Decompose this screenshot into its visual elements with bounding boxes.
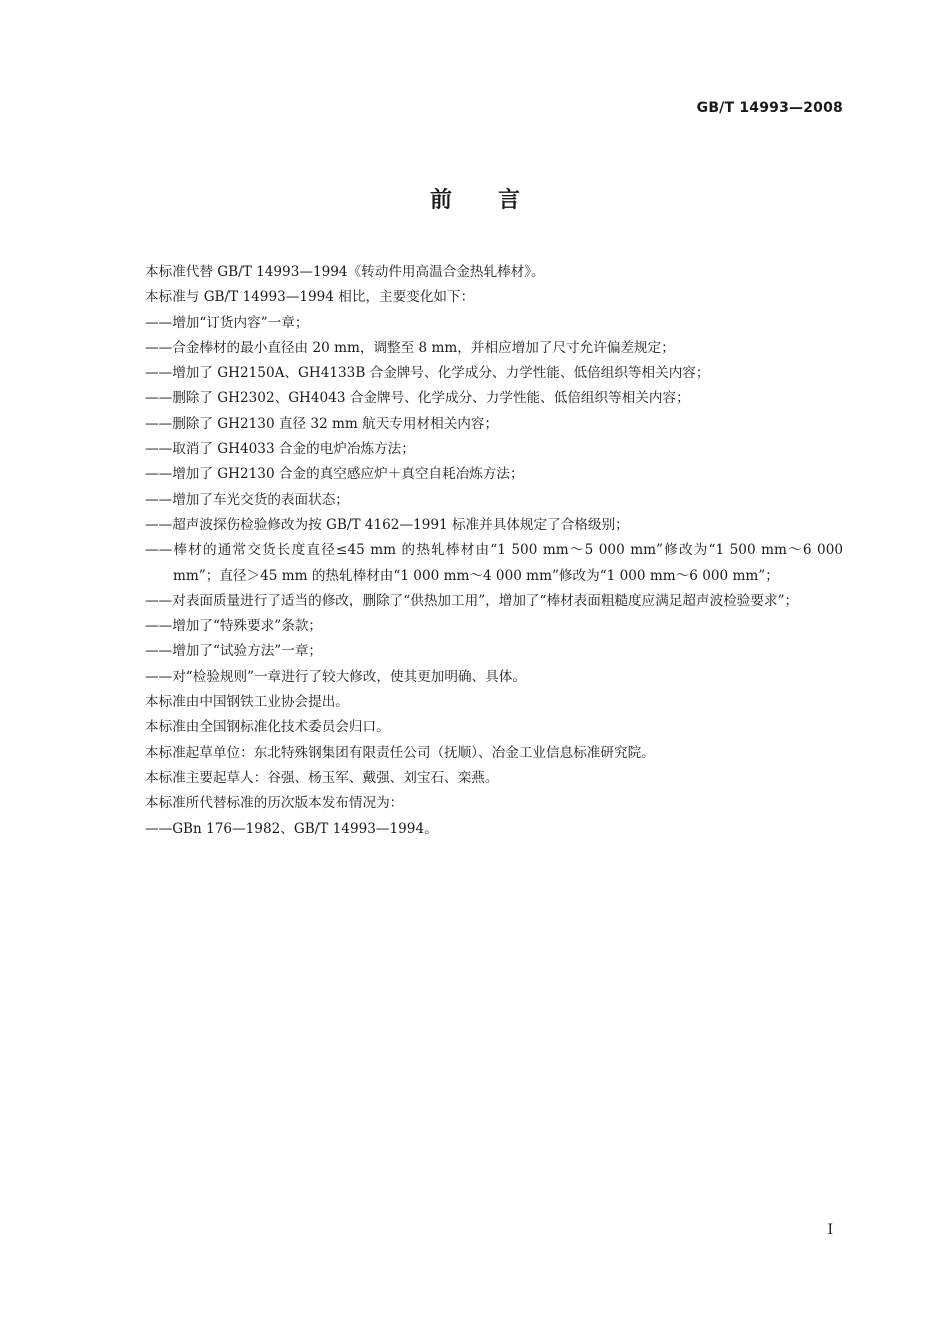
change-item: ——删除了 GH2130 直径 32 mm 航天专用材相关内容；: [145, 415, 499, 432]
change-item: ——对表面质量进行了适当的修改，删除了“供热加工用”，增加了“棒材表面粗糙度应满足超声波检验要求”；: [145, 592, 799, 609]
change-item: ——增加了“特殊要求”条款；: [145, 618, 323, 635]
page-number: I: [827, 1222, 833, 1238]
change-item: ——对“检验规则”一章进行了较大修改，使其更加明确、具体。: [145, 668, 526, 685]
change-item: ——增加了车光交货的表面状态；: [145, 491, 349, 508]
paragraph-drafting-units: 本标准起草单位：东北特殊钢集团有限责任公司（抚顺）、冶金工业信息标准研究院。: [145, 744, 655, 761]
paragraph-history-intro: 本标准所代替标准的历次版本发布情况为：: [145, 795, 404, 812]
paragraph-proposer: 本标准由中国钢铁工业协会提出。: [145, 694, 349, 711]
change-item: ——增加“订货内容”一章；: [145, 314, 309, 331]
change-item: ——增加了 GH2150A、GH4133B 合金牌号、化学成分、力学性能、低倍组织等相关内容；: [145, 365, 710, 382]
change-item: ——取消了 GH4033 合金的电炉冶炼方法；: [145, 441, 415, 458]
page-title: 前言: [429, 188, 566, 213]
change-item: ——删除了 GH2302、GH4043 合金牌号、化学成分、力学性能、低倍组织等相关内容；: [145, 390, 690, 407]
paragraph-drafters: 本标准主要起草人：谷强、杨玉军、戴强、刘宝石、栾燕。: [145, 769, 499, 786]
change-item: ——棒材的通常交货长度直径≤45 mm 的热轧棒材由“1 500 mm～5 000 mm”修改为“1 500 mm～6 000 mm”；直径＞45 mm 的热轧棒材由“1 000 mm～4 000 mm”修改为“1 000 mm～6 000 mm”；: [145, 542, 843, 584]
change-item: ——超声波探伤检验修改为按 GB/T 4162—1991 标准并具体规定了合格级别；: [145, 516, 629, 533]
paragraph-committee: 本标准由全国钢标准化技术委员会归口。: [145, 719, 390, 736]
foreword-body: [145, 260, 843, 842]
change-item: ——增加了 GH2130 合金的真空感应炉＋真空自耗冶炼方法；: [145, 466, 524, 483]
standard-code: GB/T 14993—2008: [696, 100, 843, 116]
history-item: ——GBn 176—1982、GB/T 14993—1994。: [145, 820, 438, 837]
change-item: ——增加了“试验方法”一章；: [145, 643, 323, 660]
paragraph-replaces: 本标准代替 GB/T 14993—1994《转动件用高温合金热轧棒材》。: [145, 264, 545, 280]
change-item: ——合金棒材的最小直径由 20 mm，调整至 8 mm，并相应增加了尺寸允许偏差规定；: [145, 339, 675, 356]
paragraph-changes-intro: 本标准与 GB/T 14993—1994 相比，主要变化如下：: [145, 289, 475, 306]
